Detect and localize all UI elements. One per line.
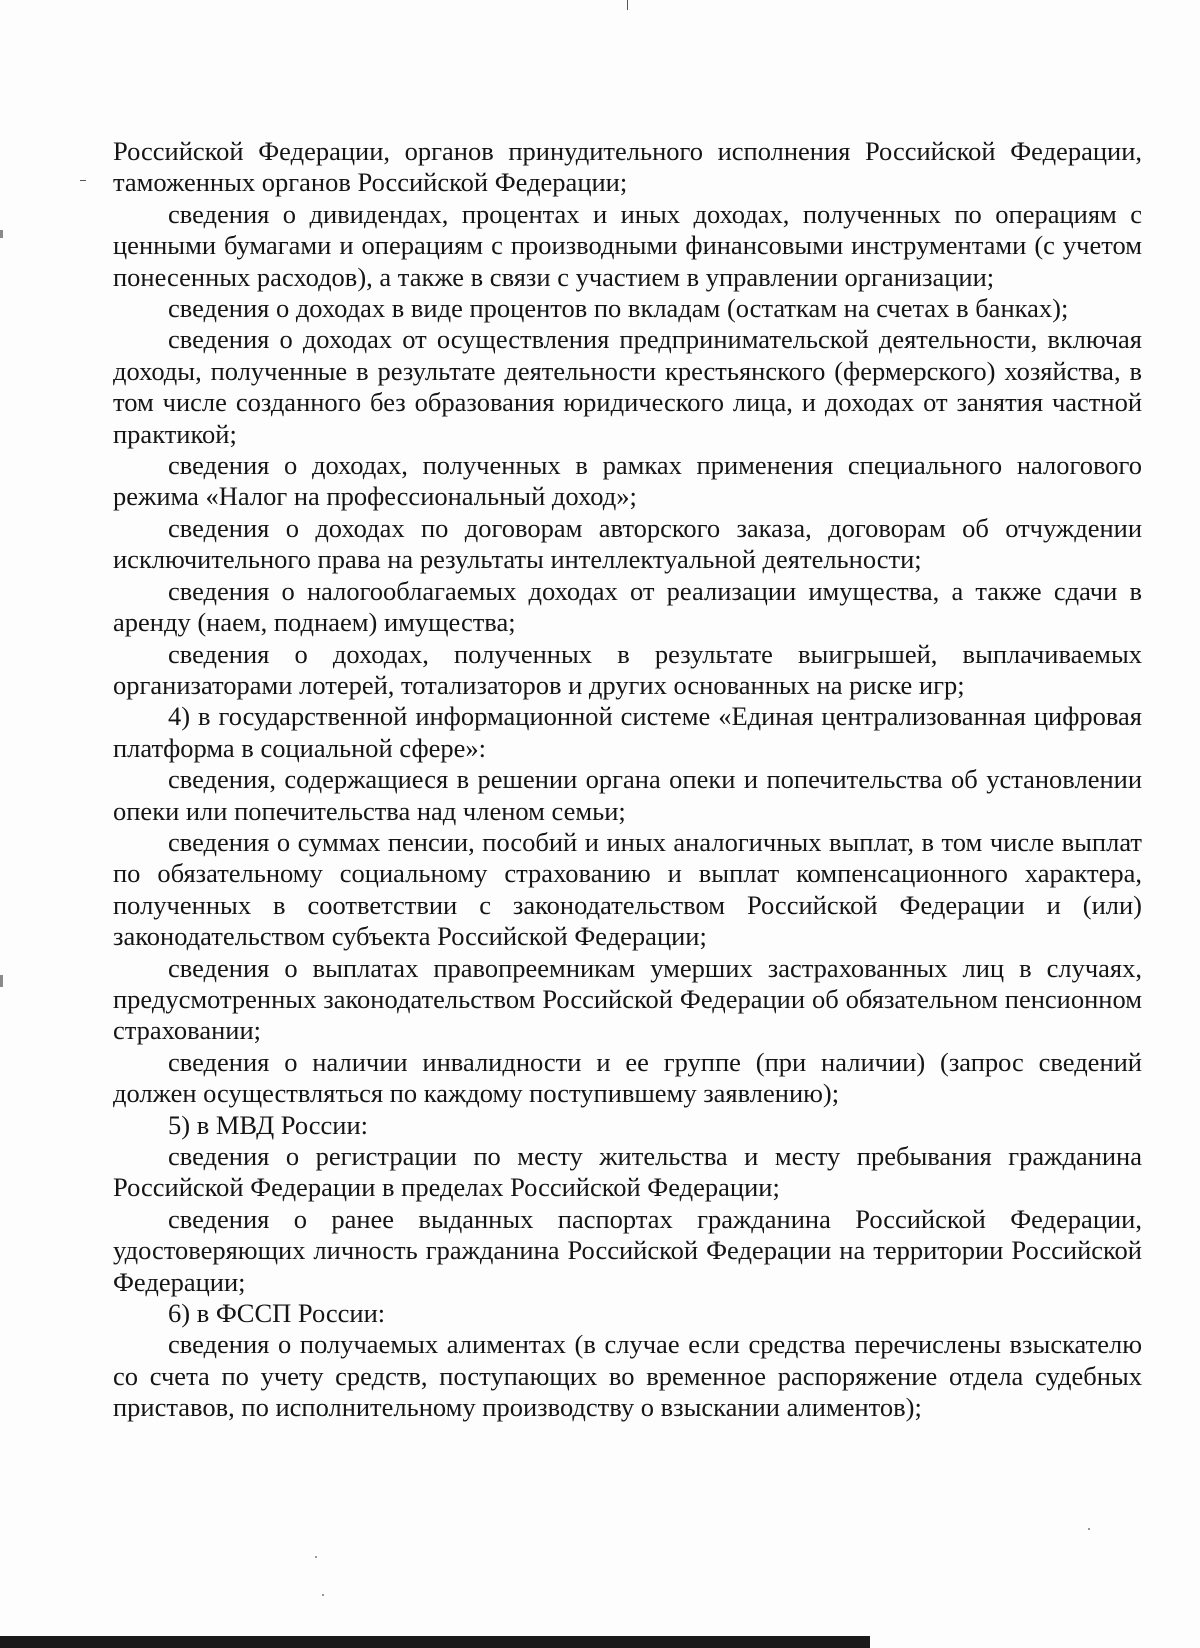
list-item-6-heading: 6) в ФССП России: xyxy=(168,1298,386,1329)
scan-edge-mark xyxy=(0,975,3,987)
paragraph-registration: сведения о регистрации по месту жительства и месту пребывания гражданина Российской Федерации в пределах Российской Федерации; xyxy=(113,1141,1142,1203)
paragraph-author-contracts: сведения о доходах по договорам авторского заказа, договорам об отчуждении исключительного права на результаты интеллектуальной деятельности; xyxy=(113,512,1142,575)
paragraph-pensions: сведения о суммах пенсии, пособий и иных аналогичных выплат, в том числе выплат по обязательному социальному страхованию и выплат компенсационного характера, полученных в соответствии с законодательством Российской Федерации и (или) законодательством субъекта Российской Федерации; xyxy=(113,826,1142,952)
list-item-5-heading: 5) в МВД России: xyxy=(168,1109,369,1140)
paragraph-dividends: сведения о дивидендах, процентах и иных доходах, полученных по операциям с ценными бумагами и операциям с производными финансовыми инструментами (с учетом понесенных расходов), а также в связи с участием в управлении организации; xyxy=(113,198,1142,292)
paragraph-passports: сведения о ранее выданных паспортах гражданина Российской Федерации, удостоверяющих личность гражданина Российской Федерации на территории Российской Федерации; xyxy=(113,1203,1142,1297)
paragraph-disability: сведения о наличии инвалидности и ее группе (при наличии) (запрос сведений должен осуществляться по каждому поступившему заявлению); xyxy=(113,1046,1142,1109)
scan-edge-mark xyxy=(0,230,3,238)
paragraph-alimony: сведения о получаемых алиментах (в случае если средства перечислены взыскателю со счета по учету средств, поступающих во временное распоряжение отдела судебных приставов, по исполнительному производству о взыскании алиментов); xyxy=(113,1329,1142,1423)
paragraph-continuation: Российской Федерации, органов принудительного исполнения Российской Федерации, таможенных органов Российской Федерации; xyxy=(113,136,1142,198)
scan-dot xyxy=(322,1594,324,1596)
paragraph-business-income: сведения о доходах от осуществления предпринимательской деятельности, включая доходы, полученные в результате деятельности крестьянского (фермерского) хозяйства, в том числе созданного без образования юридического лица, и доходах от занятия частной практикой; xyxy=(113,324,1142,449)
scan-artifact-top xyxy=(627,0,628,10)
paragraph-successors: сведения о выплатах правопреемникам умерших застрахованных лиц в случаях, предусмотренных законодательством Российской Федерации об обязательном пенсионном страховании; xyxy=(113,952,1142,1046)
scan-artifact-left-dash xyxy=(80,180,86,181)
paragraph-property-sale: сведения о налогооблагаемых доходах от реализации имущества, а также сдачи в аренду (наем, поднаем) имущества; xyxy=(113,575,1142,638)
scan-bottom-bar xyxy=(0,1636,870,1648)
paragraph-deposit-interest: сведения о доходах в виде процентов по вкладам (остаткам на счетах в банках); xyxy=(168,293,1069,324)
paragraph-lottery-winnings: сведения о доходах, полученных в результате выигрышей, выплачиваемых организаторами лотерей, тотализаторов и других основанных на риске игр; xyxy=(113,638,1142,700)
list-item-4-heading: 4) в государственной информационной системе «Единая централизованная цифровая платформа в социальной сфере»: xyxy=(113,701,1142,763)
paragraph-guardianship: сведения, содержащиеся в решении органа опеки и попечительства об установлении опеки или попечительства над членом семьи; xyxy=(113,764,1142,826)
scan-dot xyxy=(315,1556,317,1558)
scan-dot xyxy=(1088,1528,1090,1530)
paragraph-professional-tax: сведения о доходах, полученных в рамках применения специального налогового режима «Налог на профессиональный доход»; xyxy=(113,450,1142,512)
document-body xyxy=(113,136,1142,1424)
